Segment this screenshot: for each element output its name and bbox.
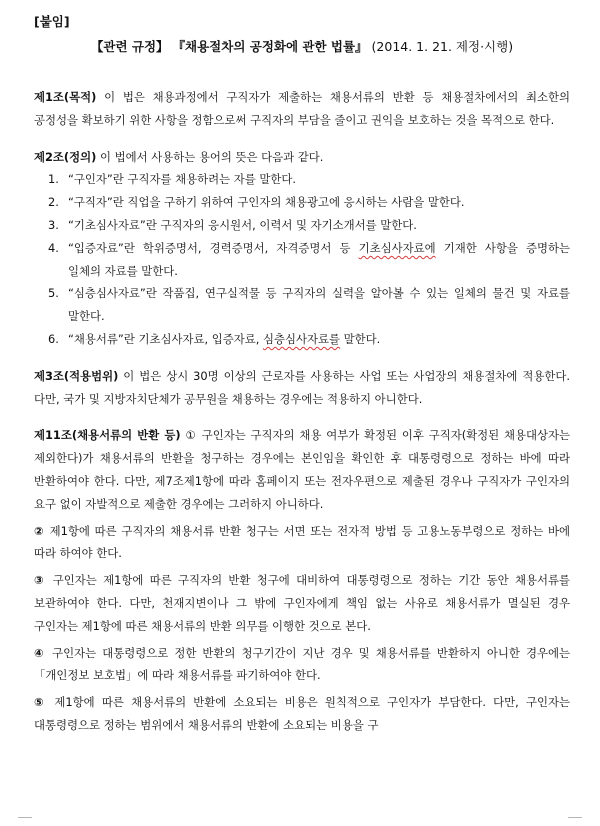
article-1-text (34, 86, 570, 132)
paragraph-text: 제1항에 따른 구직자의 채용서류 반환 청구는 서면 또는 전자적 방법 등 고용노동부령으로 정하는 바에 따라 하여야 한다. (34, 523, 570, 561)
article-11-heading: 제11조(채용서류의 반환 등) (34, 428, 181, 443)
article-11 (34, 424, 570, 736)
article-2-body: 이 법에서 사용하는 용어의 뜻은 다음과 같다. (96, 149, 324, 164)
item-text (68, 328, 570, 351)
article-11-paragraph-2 (34, 520, 570, 566)
paragraph-text: 구인자는 구직자의 채용 여부가 확정된 이후 구직자(확정된 채용대상자는 제외한다)가 채용서류의 반환을 청구하는 경우에는 본인임을 확인한 후 대통령령으로 정하는 바에 따라 반환하여야 한다. 다만, 제7조제1항에 따라 홈페이지 또는 전자우편으로 제출된 경우나 구직자가 구인자의 요구 없이 자발적으로 제출한 경우에는 그러하지 아니하다. (34, 428, 571, 511)
item-number: 4. (48, 240, 59, 255)
item-text: “구인자”란 구직자를 채용하려는 자를 말한다. (68, 172, 296, 187)
item-text-part: 기재한 사항을 증명하는 일체의 자료를 말한다. (68, 240, 570, 278)
paragraph-text: 제1항에 따른 채용서류의 반환에 소요되는 비용은 원칙적으로 구인자가 부담한다. 다만, 구인자는 대통령령으로 정하는 범위에서 채용서류의 반환에 소요되는 비용을 구 (34, 695, 570, 732)
item-text: “심층심사자료”란 작품집, 연구실적물 등 구직자의 실력을 알아볼 수 있는 일체의 물건 및 자료를 말한다. (68, 286, 570, 324)
definition-item (48, 214, 570, 237)
definition-item (48, 168, 570, 191)
article-1-heading: 제1조(목적) (34, 90, 97, 104)
item-text-part: “입증자료”란 학위증명서, 경력증명서, 자격증명서 등 (68, 240, 359, 255)
paragraph-text: 구인자는 대통령령으로 정한 반환의 청구기간이 지난 경우 및 채용서류를 반환하지 아니한 경우에는 「개인정보 보호법」에 따라 채용서류를 파기하여야 한다. (34, 645, 570, 683)
paragraph-marker: ③ (34, 573, 47, 588)
article-11-paragraph-1 (34, 424, 570, 515)
definition-item (48, 282, 570, 328)
item-number: 5. (48, 286, 59, 301)
item-text-part: 말한다. (340, 331, 381, 346)
document-title (34, 38, 570, 56)
item-text (68, 237, 570, 283)
paragraph-marker: ① (185, 428, 197, 443)
article-1 (34, 86, 570, 132)
item-number: 6. (48, 331, 59, 346)
item-text: “구직자”란 직업을 구하기 위하여 구인자의 채용광고에 응시하는 사람을 말한다. (68, 195, 465, 210)
article-3-heading: 제3조(적용범위) (34, 368, 119, 383)
attachment-tag: [붙임] (34, 14, 70, 29)
article-11-paragraph-5 (34, 691, 570, 737)
definition-item (48, 191, 570, 214)
item-number: 2. (48, 195, 59, 210)
definition-item (48, 328, 570, 351)
article-1-body: 이 법은 채용과정에서 구직자가 제출하는 채용서류의 반환 등 채용절차에서의 최소한의 공정성을 확보하기 위한 사항을 정함으로써 구직자의 부담을 줄이고 권익을 보호하는 것을 목적으로 한다. (34, 90, 570, 127)
article-2-text (34, 146, 570, 169)
article-11-paragraph-3 (34, 569, 570, 637)
title-date: (2014. 1. 21. 제정·시행) (371, 39, 514, 54)
page-corner-mark (568, 817, 582, 818)
title-law-name: 『채용절차의 공정화에 관한 법률』 (172, 39, 368, 54)
item-text-part: “채용서류”란 기초심사자료, 입증자료, (68, 331, 263, 346)
paragraph-marker: ⑤ (34, 695, 48, 710)
item-number: 1. (48, 172, 59, 187)
article-3-body: 이 법은 상시 30명 이상의 근로자를 사용하는 사업 또는 사업장의 채용절차에 적용한다. 다만, 국가 및 지방자치단체가 공무원을 채용하는 경우에는 적용하지 아니한다. (34, 368, 570, 406)
page-corner-mark (18, 817, 32, 818)
spellcheck-flagged-word: 기초심사자료에 (358, 240, 436, 255)
item-text: “기초심사자료”란 구직자의 응시원서, 이력서 및 자기소개서를 말한다. (68, 217, 417, 232)
definition-item (48, 237, 570, 283)
article-3 (34, 365, 570, 411)
paragraph-text: 구인자는 제1항에 따른 구직자의 반환 청구에 대비하여 대통령령으로 정하는 기간 동안 채용서류를 보관하여야 한다. 다만, 천재지변이나 그 밖에 구인자에게 책임 없는 사유로 채용서류가 멸실된 경우 구인자는 제1항에 따른 채용서류의 반환 의무를 이행한 것으로 본다. (34, 573, 570, 633)
article-3-text (34, 365, 570, 411)
definition-list (34, 168, 570, 350)
item-number: 3. (48, 217, 59, 232)
article-2-heading: 제2조(정의) (34, 149, 97, 164)
paragraph-marker: ④ (34, 645, 47, 660)
title-prefix: 【관련 규정】 (90, 39, 169, 54)
article-11-paragraph-4 (34, 642, 570, 688)
article-2 (34, 146, 570, 351)
spellcheck-flagged-word: 심층심사자료를 (262, 331, 340, 346)
paragraph-marker: ② (34, 523, 45, 538)
